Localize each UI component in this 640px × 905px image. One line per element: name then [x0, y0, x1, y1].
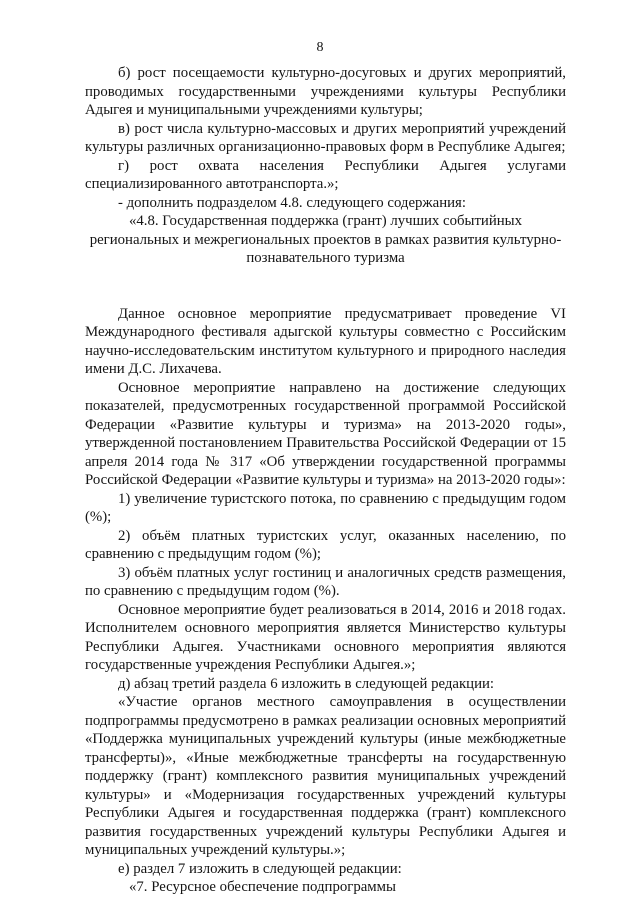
paragraph-section-7: «7. Ресурсное обеспечение подпрограммы — [129, 879, 396, 895]
paragraph-item-v: в) рост числа культурно-массовых и других мероприятий учреждений культуры различных организационно-правовых форм в Республике Адыгея; — [85, 120, 566, 155]
paragraph-implementation: Основное мероприятие будет реализоваться в 2014, 2016 и 2018 годах. Исполнителем основного мероприятия является Министерство культуры Республики Адыгея. Участниками основного мероприятия являются государственные учреждения Республики Адыгея.»; — [85, 601, 566, 673]
document-body — [85, 64, 566, 897]
indicator-item-3: 3) объём платных услуг гостиниц и аналогичных средств размещения, по сравнению с предыдущим годом (%). — [85, 564, 566, 599]
paragraph-item-d: д) абзац третий раздела 6 изложить в следующей редакции: — [118, 675, 495, 692]
section-spacer — [85, 268, 566, 305]
paragraph-item-b: б) рост посещаемости культурно-досуговых и других мероприятий, проводимых государственными учреждениями культуры Республики Адыгея и муниципальными учреждениями культуры; — [85, 65, 566, 118]
paragraph-quote: «Участие органов местного самоуправления в осуществлении подпрограммы предусмотрено в рамках реализации основных мероприятий «Поддержка муниципальных учреждений культуры (иные межбюджетные трансферты)», «Иные межбюджетные трансферты на государственную поддержку (грант) комплексного развития муниципальных учреждений культуры» и «Модернизация государственных учреждений культуры Республики Адыгея и государственная поддержка (грант) комплексного развития государственных учреждений культуры Республики Адыгея и муниципальных учреждений культуры.»; — [85, 694, 566, 858]
indicator-item-2: 2) объём платных туристских услуг, оказанных населению, по сравнению с предыдущим годом (%); — [85, 527, 566, 562]
page-number: 8 — [316, 40, 324, 55]
indicator-item-1: 1) увеличение туристского потока, по сравнению с предыдущим годом (%); — [85, 490, 566, 525]
paragraph-indicators: Основное мероприятие направлено на достижение следующих показателей, предусмотренных государственной программой Российской Федерации «Развитие культуры и туризма» на 2013-2020 годы», утвержденной постановлением Правительства Российской Федерации от 15 апреля 2014 года № 317 «Об утверждении государственной программы Российской Федерации «Развитие культуры и туризма» на 2013-2020 годы»: — [85, 379, 566, 488]
paragraph-item-e: е) раздел 7 изложить в следующей редакции: — [118, 860, 402, 877]
paragraph-festival: Данное основное мероприятие предусматривает проведение VI Международного фестиваля адыгской культуры совместно с Российским научно-исследовательским институтом культурного и природного наследия имени Д.С. Лихачева. — [85, 305, 566, 377]
section-title: «4.8. Государственная поддержка (грант) лучших событийных региональных и межрегиональных проектов в рамках развития культурно-познавательного туризма — [89, 213, 562, 266]
paragraph-item-g: г) рост охвата населения Республики Адыгея услугами специализированного автотранспорта.»; — [85, 157, 566, 192]
paragraph-add-subsection: - дополнить подразделом 4.8. следующего содержания: — [118, 194, 466, 211]
